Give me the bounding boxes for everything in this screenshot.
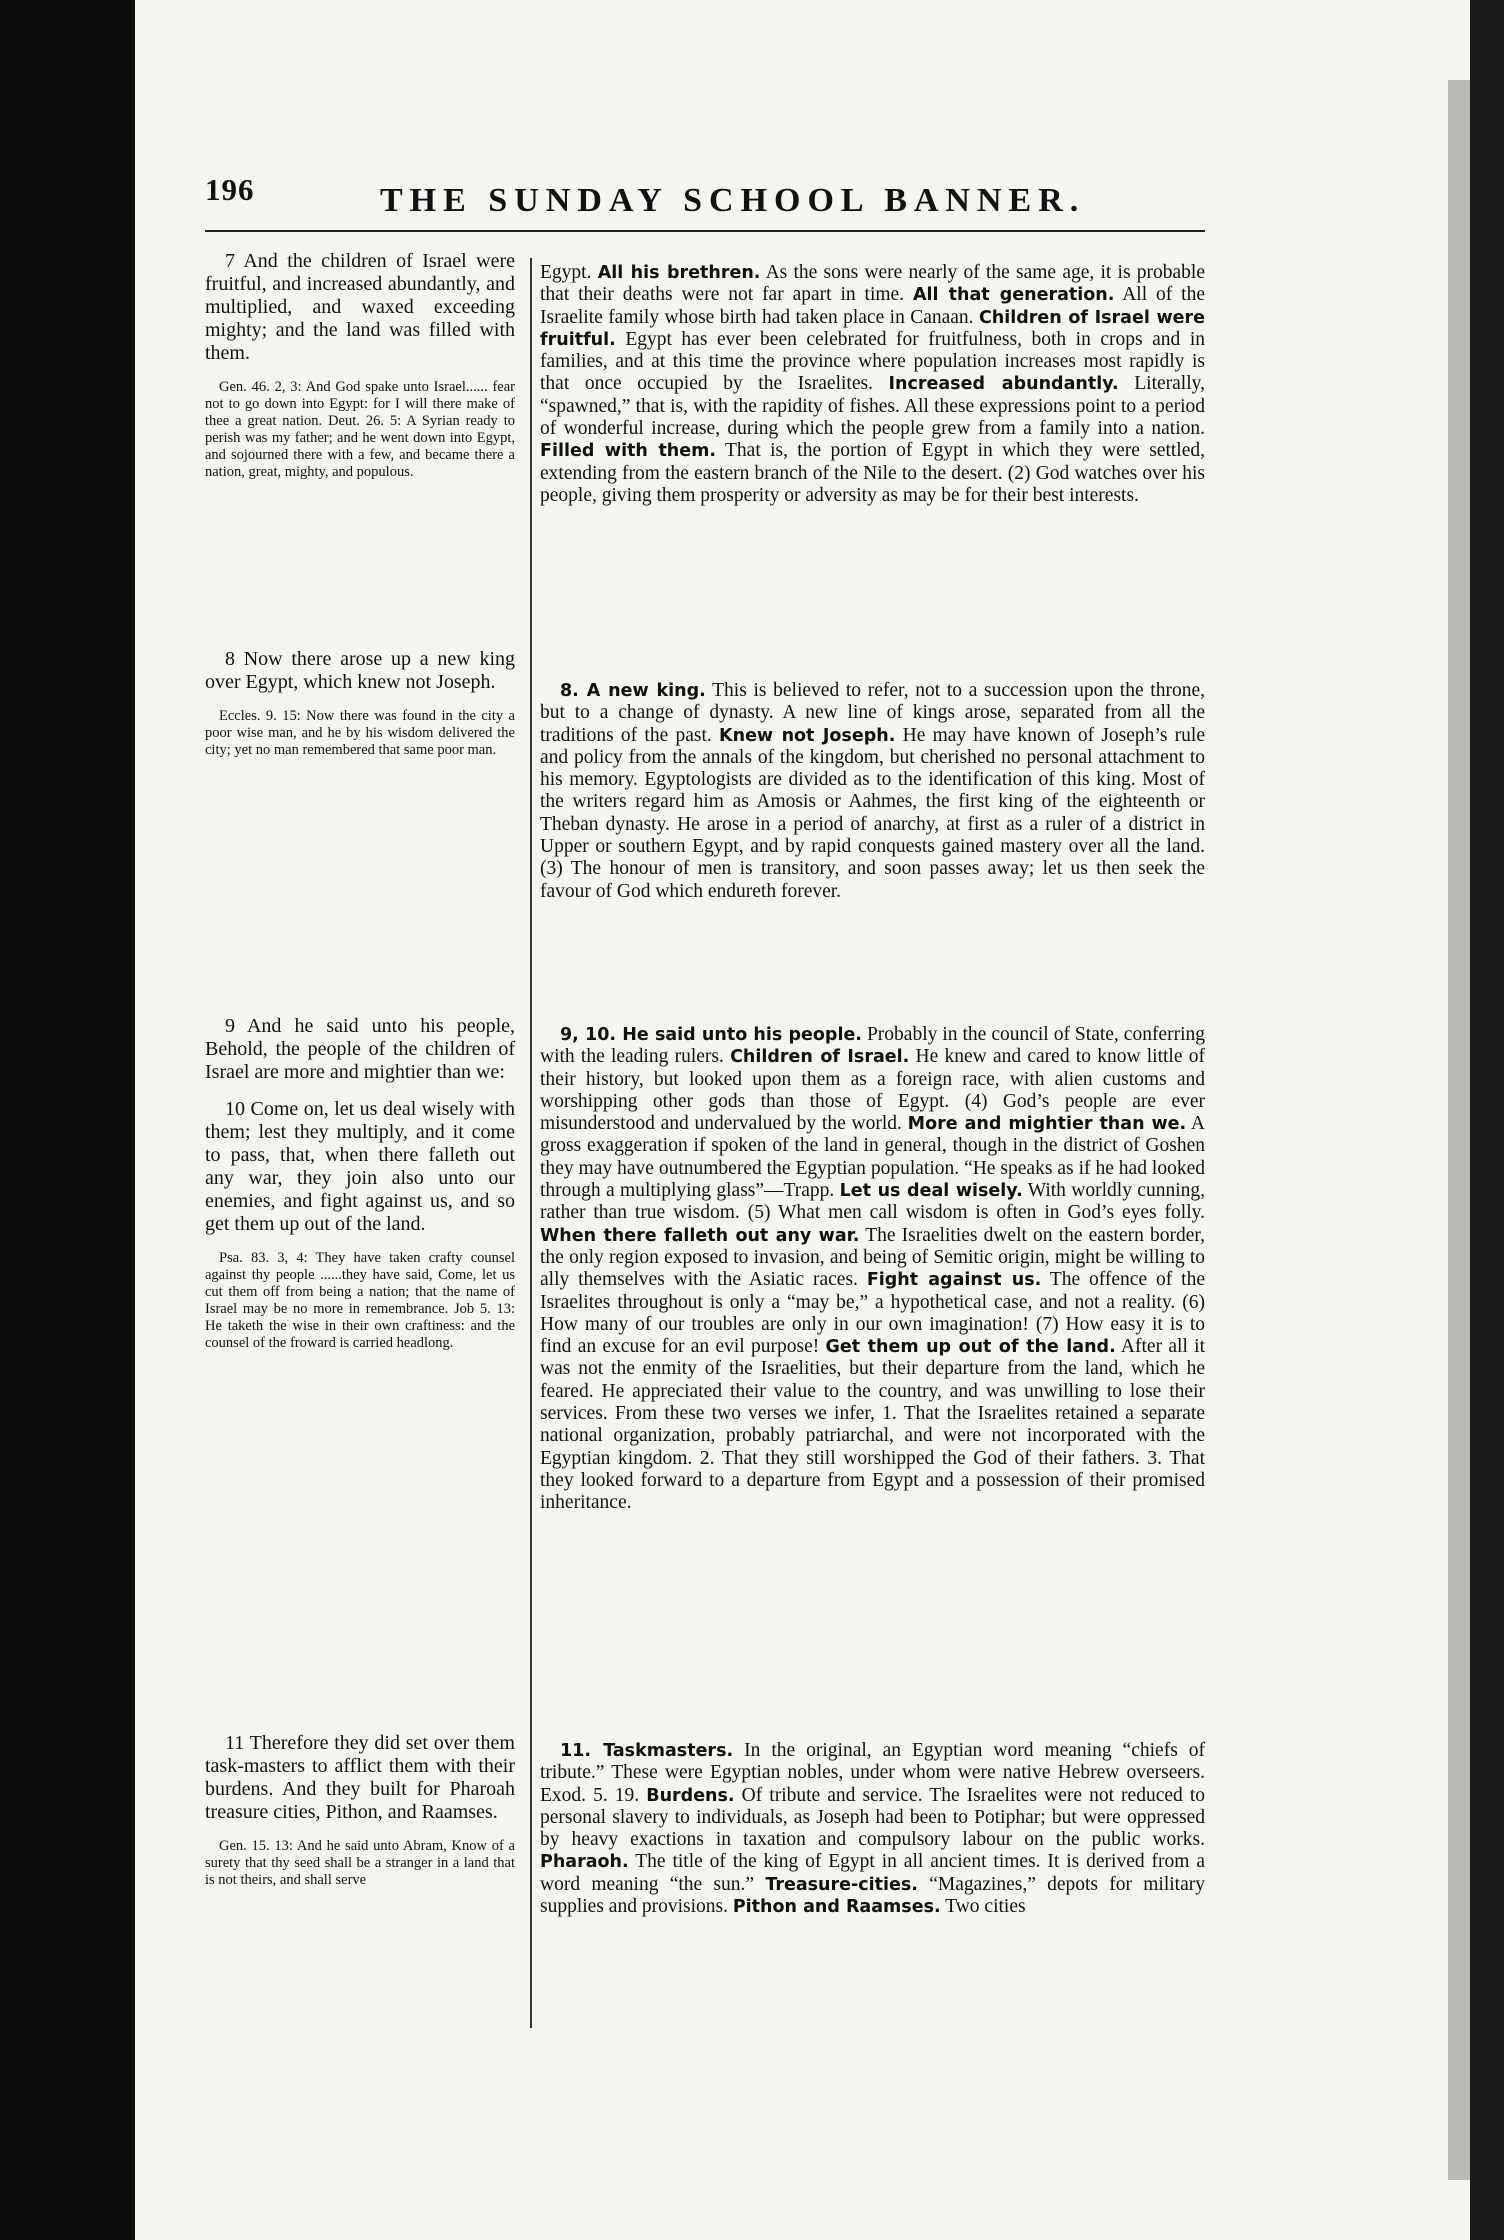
commentary-text: The title of the king of Egypt in all ancient times. It is derived from a word meaning “the sun.” bbox=[540, 1851, 1205, 1895]
verse-7: 7 And the children of Israel were fruitful, and increased abundantly, and multiplied, and waxed exceeding mighty; and the land was filled with them. bbox=[205, 250, 515, 364]
page-number: 196 bbox=[205, 172, 255, 207]
page-edge bbox=[1448, 80, 1470, 2180]
commentary-heading: 11. Taskmasters. bbox=[560, 1741, 734, 1761]
commentary-heading: More and mightier than we. bbox=[907, 1114, 1187, 1135]
commentary-paragraph bbox=[540, 262, 1205, 507]
commentary-text: Literally, “spawned,” that is, with the rapidity of fishes. All these expressions point to a period of wonderful increase, during which the people grew from a family into a nation. bbox=[540, 373, 1206, 440]
reference-11: Gen. 15. 13: And he said unto Abram, Know of a surety that thy seed shall be a stranger in a land that is not theirs, and shall serve bbox=[205, 1838, 515, 1888]
commentary-heading: Children of Israel. bbox=[730, 1047, 910, 1068]
commentary-text: He may have known of Joseph’s rule and policy from the annals of the kingdom, but cherished no personal attachment to his memory. Egyptologists are divided as to the identification of this king. Most of the writers regard him as Amosis or Aahmes, the first king of the eighteenth or Theban dynasty. He arose in a period of anarchy, at first as a ruler of a district in Upper or southern Egypt, and by rapid conquests gained mastery over all the land. (3) The honour of men is transitory, and soon passes away; let us then seek the favour of God which endureth forever. bbox=[540, 724, 1206, 902]
commentary-text: That is, the portion of Egypt in which they were settled, extending from the eastern branch of the Nile to the desert. (2) God watches over his people, giving them prosperity or adversity as may be for their best interests. bbox=[540, 440, 1205, 506]
verse-8: 8 Now there arose up a new king over Egypt, which knew not Joseph. bbox=[205, 648, 515, 693]
verse-9: 9 And he said unto his people, Behold, the people of the children of Israel are more and mightier than we: bbox=[205, 1015, 515, 1083]
commentary-text: The offence of the Israelites throughout is only a “may be,” a hypothetical case, and not a reality. (6) How many of our troubles are only in our own imagination! (7) How easy it is to find an excuse for an evil purpose! bbox=[540, 1269, 1205, 1358]
commentary-heading: 9, 10. He said unto his people. bbox=[560, 1025, 862, 1045]
commentary-heading: All his brethren. bbox=[597, 263, 761, 283]
commentary-heading: Children of Israel were fruitful. bbox=[540, 307, 1206, 350]
commentary-heading: Let us deal wisely. bbox=[839, 1181, 1023, 1202]
commentary-heading: Pithon and Raamses. bbox=[732, 1897, 941, 1918]
commentary-text: After all it was not the enmity of the Israelities, but their departure from the land, which he feared. He appreciated their value to the country, and was unwilling to lose their services. From these two verses we infer, 1. That the Israelites retained a separate national organization, probably patriarchal, and were not incorporated with the Egyptian kingdom. 2. That they still worshipped the God of their fathers. 3. That they looked forward to a departure from Egypt and a possession of their promised inheritance. bbox=[540, 1336, 1205, 1514]
commentary-heading: Treasure-cities. bbox=[765, 1874, 918, 1895]
commentary-heading: Increased abundantly. bbox=[888, 374, 1119, 395]
commentary-text: “Magazines,” depots for military supplies and provisions. bbox=[540, 1873, 1205, 1918]
verse-11: 11 Therefore they did set over them task-masters to afflict them with their burdens. And they built for Pharoah treasure cities, Pithon, and Raamses. bbox=[205, 1732, 515, 1823]
commentary-heading: Fight against us. bbox=[866, 1270, 1042, 1291]
commentary-heading: Filled with them. bbox=[540, 441, 717, 462]
commentary-text: Of tribute and service. The Israelites were not reduced to personal slavery to individuals, as Joseph had been to Potiphar; but were oppressed by heavy exactions in taxation and compulsory labour on the public works. bbox=[540, 1784, 1205, 1851]
header-rule bbox=[205, 230, 1205, 232]
commentary-text: He knew and cared to know little of their history, but looked upon them as a foreign race, with alien customs and worshipping other gods than those of Egypt. (4) God’s people are ever misunderstood and undervalued by the world. bbox=[540, 1046, 1205, 1135]
commentary-text: This is believed to refer, not to a succession upon the throne, but to a change of dynasty. A new line of kings arose, separated from all the traditions of the past. bbox=[540, 680, 1205, 746]
verse-10: 10 Come on, let us deal wisely with them; lest they multiply, and it come to pass, that, when there falleth out any war, they join also unto our enemies, and fight against us, and so get them up out of the land. bbox=[205, 1098, 515, 1235]
commentary-text: Probably in the council of State, conferring with the leading rulers. bbox=[540, 1024, 1205, 1068]
column-divider bbox=[530, 258, 532, 2028]
commentary-heading: Knew not Joseph. bbox=[719, 725, 896, 746]
book-binding-shadow bbox=[0, 0, 135, 2240]
commentary-text: Egypt. bbox=[540, 262, 598, 283]
commentary-heading: 8. A new king. bbox=[560, 681, 706, 701]
commentary-heading: All that generation. bbox=[912, 285, 1115, 306]
commentary-text: In the original, an Egyptian word meaning “chiefs of tribute.” These were Egyptian nobles, under whom were native Hebrew overseers. Exod. 5. 19. bbox=[540, 1740, 1205, 1806]
commentary-text: The Israelities dwelt on the eastern border, the only region exposed to invasion, and being of Semitic origin, might be willing to ally themselves with the Asiatic races. bbox=[540, 1224, 1205, 1291]
reference-8: Eccles. 9. 15: Now there was found in the city a poor wise man, and he by his wisdom delivered the city; yet no man remembered that same poor man. bbox=[205, 708, 515, 758]
commentary-text: As the sons were nearly of the same age, it is probable that their deaths were not far apart in time. bbox=[540, 262, 1205, 306]
running-header bbox=[205, 160, 1225, 230]
commentary-text: A gross exaggeration if spoken of the land in general, though in the district of Goshen they may have outnumbered the Egyptian population. “He speaks as if he had looked through a multiplying glass”—Trapp. bbox=[540, 1113, 1205, 1202]
reference-7: Gen. 46. 2, 3: And God spake unto Israel...... fear not to go down into Egypt: for I will there make of thee a great nation. Deut. 26. 5: A Syrian ready to perish was my father; and he went down into Egypt, and sojourned there with a few, and became there a nation, great, mighty, and populous. bbox=[205, 379, 515, 480]
commentary-text: With worldly cunning, rather than true wisdom. (5) What men call wisdom is often in God’s eyes folly. bbox=[540, 1180, 1205, 1224]
commentary-text: Two cities bbox=[940, 1896, 1026, 1918]
commentary-text: Egypt has ever been celebrated for fruitfulness, both in crops and in families, and at this time the province where population increases most rapidly is that once occupied by the Israelites. bbox=[540, 328, 1205, 395]
commentary-paragraph bbox=[540, 1740, 1205, 1918]
commentary-heading: When there falleth out any war. bbox=[540, 1225, 860, 1246]
commentary-paragraph bbox=[540, 1024, 1205, 1515]
commentary-heading: Pharaoh. bbox=[540, 1852, 629, 1873]
reference-10: Psa. 83. 3, 4: They have taken crafty counsel against thy people ......they have said, Come, let us cut them off from being a nation; that the name of Israel may be no more in remembrance. Job 5. 13: He taketh the wise in their own craftiness: and the counsel of the froward is carried headlong. bbox=[205, 1250, 515, 1351]
commentary-paragraph bbox=[540, 680, 1205, 903]
publication-title: THE SUNDAY SCHOOL BANNER. bbox=[380, 182, 1086, 219]
commentary-text: All of the Israelite family whose birth had taken place in Canaan. bbox=[540, 284, 1205, 328]
commentary-heading: Get them up out of the land. bbox=[825, 1337, 1116, 1358]
commentary-heading: Burdens. bbox=[646, 1785, 735, 1806]
